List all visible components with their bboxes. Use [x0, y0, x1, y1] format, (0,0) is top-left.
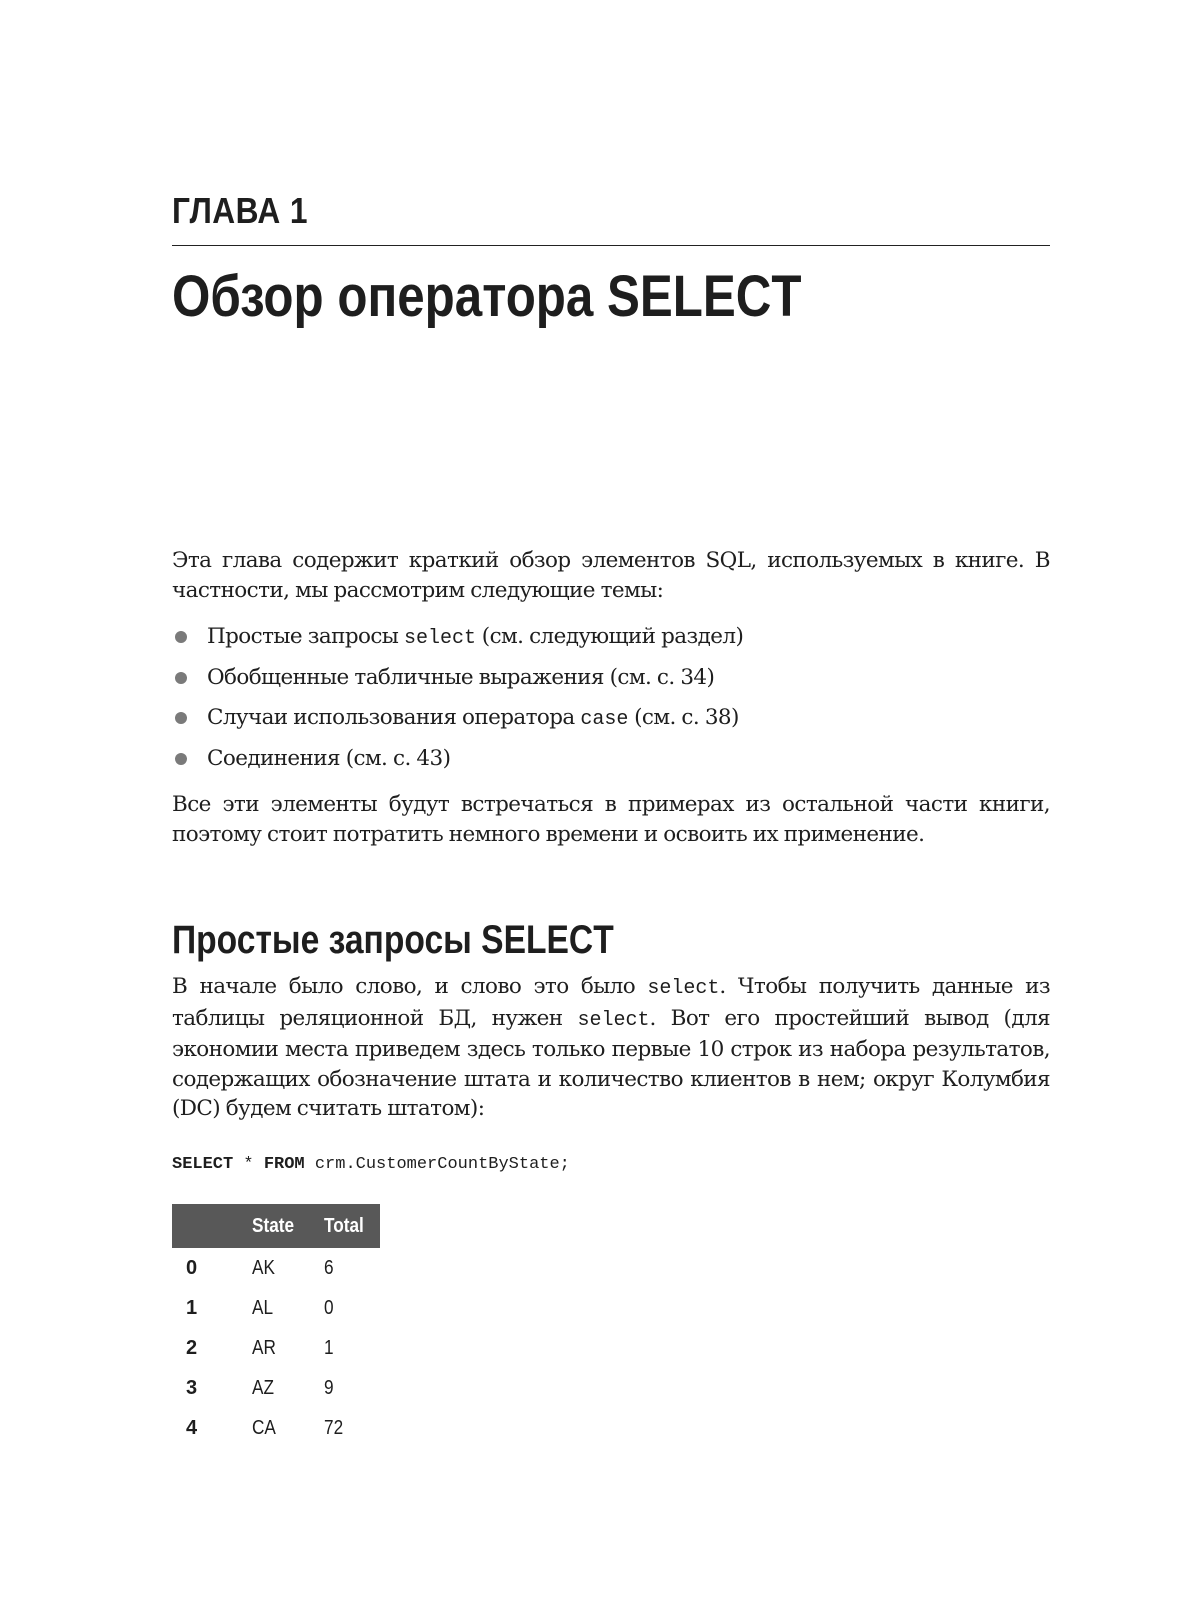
- inline-code: case: [580, 708, 629, 731]
- table-row: [172, 1288, 380, 1328]
- header-label: State: [252, 1214, 295, 1237]
- list-item-text: Случаи использования оператора: [207, 705, 581, 730]
- paragraph-text: В начале было слово, и слово это было: [172, 974, 648, 999]
- bullet-icon: [175, 712, 187, 724]
- table-row: [172, 1248, 380, 1288]
- list-item-text: Обобщенные табличные выражения (см. с. 34): [207, 664, 715, 690]
- inline-code: select: [404, 627, 477, 650]
- cell-text: CA: [252, 1416, 276, 1439]
- row-index: 4: [186, 1416, 198, 1439]
- cell-text: 9: [324, 1376, 334, 1399]
- row-index: 0: [186, 1256, 198, 1279]
- inline-code: select: [577, 1008, 650, 1032]
- table-row: [172, 1328, 380, 1368]
- list-item: [172, 622, 1050, 663]
- table-row: [172, 1408, 380, 1448]
- row-index: 2: [186, 1336, 198, 1359]
- cell-total: [324, 1368, 380, 1408]
- table-header-total: [324, 1204, 380, 1248]
- result-table: [172, 1204, 380, 1448]
- cell-total: [324, 1248, 380, 1288]
- sql-text: crm.CustomerCountByState;: [304, 1155, 570, 1174]
- cell-text: AZ: [252, 1376, 274, 1399]
- row-index: 1: [186, 1296, 198, 1319]
- cell-total: [324, 1328, 380, 1368]
- list-item: [172, 703, 1050, 744]
- cell-text: AR: [252, 1336, 276, 1359]
- cell-text: AL: [252, 1296, 274, 1319]
- cell-state: [252, 1288, 324, 1328]
- chapter-title: Обзор оператора SELECT: [172, 264, 802, 329]
- list-item-text: (см. с. 38): [628, 705, 739, 730]
- inline-code: select: [647, 977, 720, 1000]
- chapter-divider: [172, 245, 1050, 246]
- sql-keyword: FROM: [263, 1155, 305, 1174]
- bullet-icon: [175, 672, 187, 684]
- cell-state: [252, 1328, 324, 1368]
- section-paragraph: [172, 972, 1050, 1124]
- cell-total: [324, 1408, 380, 1448]
- intro-paragraph: Эта глава содержит краткий обзор элементов SQL, используемых в книге. В частности, мы рассмотрим следующие темы:: [172, 548, 1050, 603]
- summary-paragraph: Все эти элементы будут встречаться в примерах из остальной части книги, поэтому стоит потратить немного времени и освоить их применение.: [172, 792, 1050, 847]
- cell-total: [324, 1288, 380, 1328]
- cell-text: 0: [324, 1296, 334, 1319]
- cell-text: 72: [324, 1416, 344, 1439]
- table-header-state: [252, 1204, 324, 1248]
- paragraph-text: . Чтобы получить данные из таблицы реляционной БД, нужен: [172, 974, 1051, 1031]
- bullet-icon: [175, 753, 187, 765]
- sql-keyword: SELECT: [172, 1155, 234, 1174]
- row-index: 3: [186, 1376, 198, 1399]
- section-title: Простые запросы SELECT: [172, 918, 614, 962]
- cell-state: [252, 1368, 324, 1408]
- cell-text: AK: [252, 1256, 275, 1279]
- cell-state: [252, 1248, 324, 1288]
- sql-code-block: [172, 1155, 570, 1174]
- paragraph-text: . Вот его простейший вывод (для экономии места приведем здесь только первые 10 строк из набора результатов, содержащих обозначение штата и количество клиентов в нем; округ Колумбия (DC) будем считать штатом):: [172, 1005, 1051, 1121]
- list-item-text: Соединения (см. с. 43): [207, 745, 451, 771]
- table-header-index: [172, 1204, 252, 1248]
- header-label: Total: [324, 1214, 364, 1237]
- cell-text: 1: [324, 1336, 334, 1359]
- cell-state: [252, 1408, 324, 1448]
- sql-text: *: [233, 1155, 264, 1174]
- list-item: [172, 744, 1050, 785]
- bullet-icon: [175, 631, 187, 643]
- chapter-label: ГЛАВА 1: [172, 190, 308, 231]
- table-header-row: [172, 1204, 380, 1248]
- list-item-text: (см. следующий раздел): [476, 624, 744, 649]
- table-row: [172, 1368, 380, 1408]
- list-item: [172, 663, 1050, 704]
- topic-list: [172, 622, 1050, 784]
- cell-text: 6: [324, 1256, 334, 1279]
- list-item-text: Простые запросы: [207, 624, 405, 649]
